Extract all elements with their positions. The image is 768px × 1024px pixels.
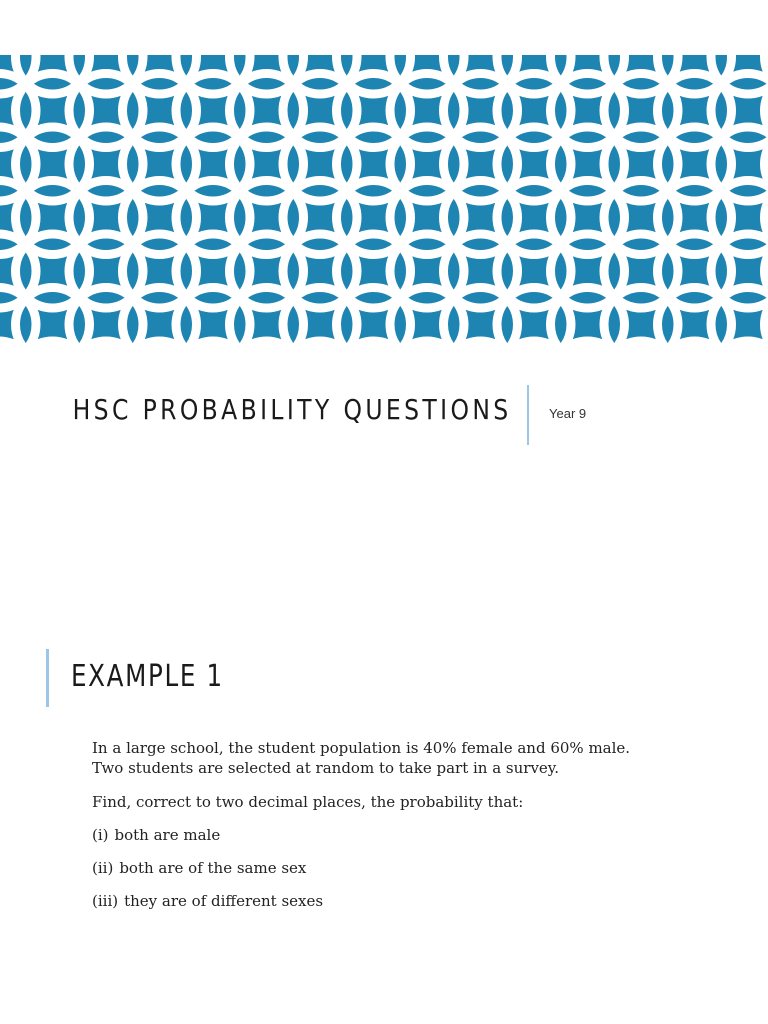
question-part — [92, 891, 652, 911]
title-slide — [0, 343, 768, 603]
question-parts — [92, 825, 652, 911]
heading-accent-bar — [46, 649, 49, 707]
part-number: (iii) — [92, 892, 119, 910]
presentation-subtitle: Year 9 — [549, 406, 587, 421]
question-intro: In a large school, the student population is 40% female and 60% male. Two students are selected at random to take part in a survey. — [92, 739, 631, 777]
part-number: (ii) — [92, 859, 114, 877]
example-slide — [0, 620, 768, 1024]
interlocking-circles-pattern — [0, 55, 768, 343]
question-block — [92, 738, 652, 924]
question-part — [92, 825, 652, 845]
part-text: they are of different sexes — [124, 892, 324, 910]
pattern-banner — [0, 55, 768, 343]
question-instruction: Find, correct to two decimal places, the probability that: — [92, 793, 524, 811]
part-number: (i) — [92, 826, 109, 844]
example-heading: EXAMPLE 1 — [71, 659, 224, 694]
part-text: both are of the same sex — [119, 859, 307, 877]
question-part — [92, 858, 652, 878]
title-divider — [527, 385, 529, 445]
part-text: both are male — [114, 826, 221, 844]
presentation-title: HSC PROBABILITY QUESTIONS — [73, 393, 512, 426]
